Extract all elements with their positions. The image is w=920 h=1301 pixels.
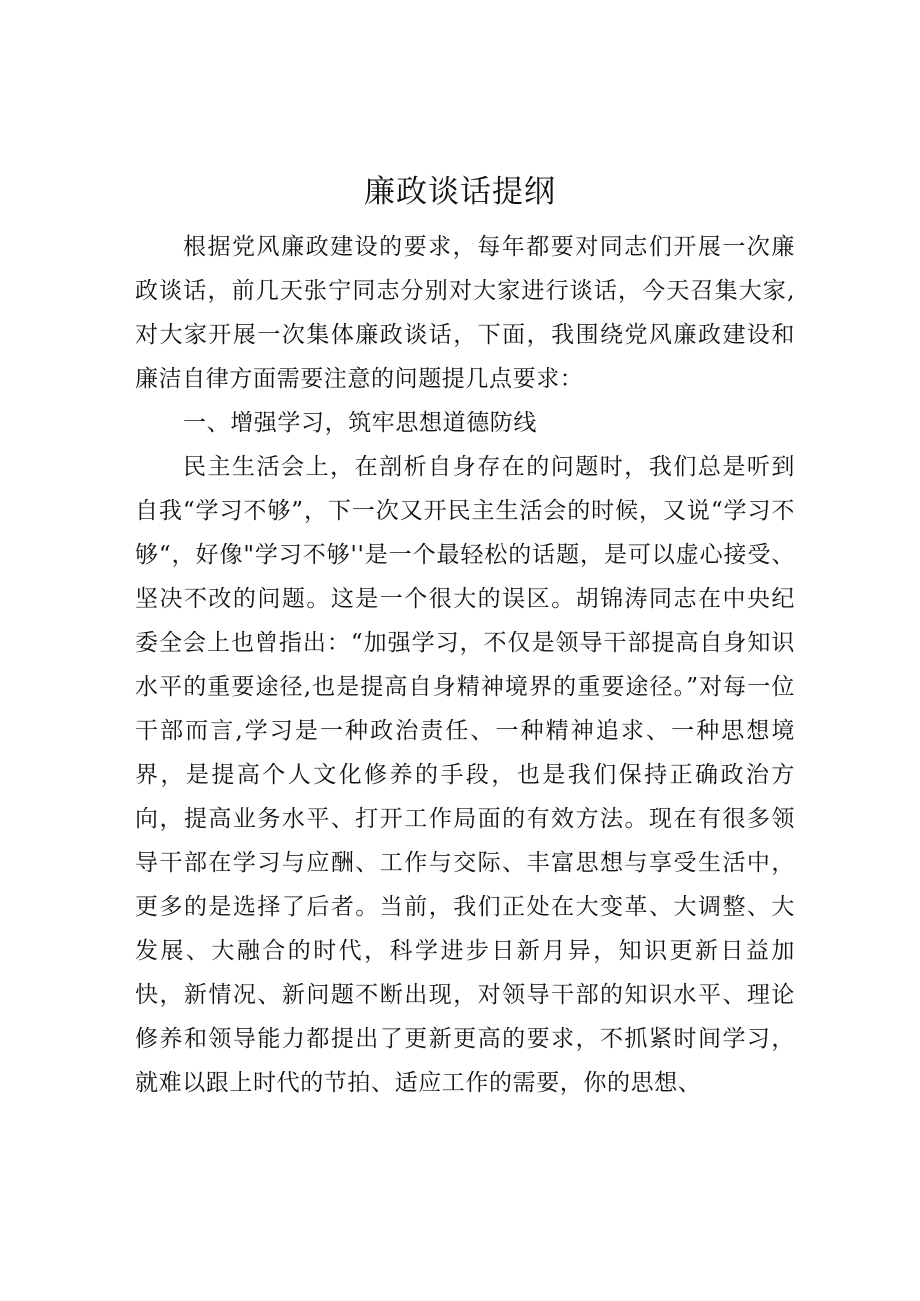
- section-heading-1: 一、增强学习，筑牢思想道德防线: [183, 410, 537, 436]
- document-body: [135, 225, 795, 1105]
- body-paragraph: 民主生活会上，在剖析自身存在的问题时，我们总是听到自我“学习不够”，下一次又开民主生活会的时候，又说“学习不够“，好像"学习不够''是一个最轻松的话题，是可以虚心接受、坚决不改的问题。这是一个很大的误区。胡锦涛同志在中央纪委全会上也曾指出：“加强学习，不仅是领导干部提高自身知识水平的重要途径,也是提高自身精神境界的重要途径。”对每一位干部而言,学习是一种政治责任、一种精神追求、一种思想境界，是提高个人文化修养的手段，也是我们保持正确政治方向，提高业务水平、打开工作局面的有效方法。现在有很多领导干部在学习与应酬、工作与交际、丰富思想与享受生活中，更多的是选择了后者。当前，我们正处在大变革、大调整、大发展、大融合的时代，科学进步日新月异，知识更新日益加快，新情况、新问题不断出现，对领导干部的知识水平、理论修养和领导能力都提出了更新更高的要求，不抓紧时间学习，就难以跟上时代的节拍、适应工作的需要，你的思想、: [135, 454, 795, 1096]
- intro-paragraph: 根据党风廉政建设的要求，每年都要对同志们开展一次廉政谈话，前几天张宁同志分别对大家进行谈话，今天召集大家,对大家开展一次集体廉政谈话，下面，我围绕党风廉政建设和廉洁自律方面需要注意的问题提几点要求：: [135, 234, 795, 392]
- document-title: 廉政谈话提纲: [364, 174, 556, 210]
